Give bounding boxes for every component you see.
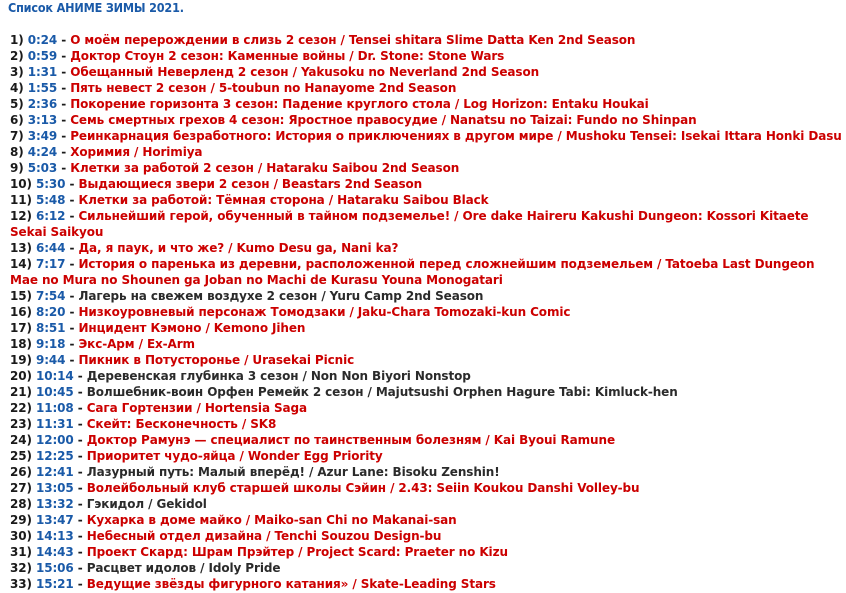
anime-title[interactable]: Доктор Стоун 2 сезон: Каменные войны / Dr. Stone: Stone Wars [70, 49, 505, 63]
separator: - [73, 481, 87, 495]
timestamp-link[interactable]: 3:13 [27, 113, 58, 127]
anime-title[interactable]: Реинкарнация безработного: История о приключениях в другом мире / Mushoku Tensei: Isekai Ittara Honki Dasu [70, 129, 842, 143]
anime-title[interactable]: Кухарка в доме майко / Maiko-san Chi no Makanai-san [86, 513, 457, 527]
list-item [10, 512, 844, 528]
timestamp-link[interactable]: 4:24 [27, 145, 58, 159]
anime-title: Лагерь на свежем воздухе 2 сезон / Yuru Camp 2nd Season [78, 289, 484, 303]
item-number: 9) [10, 161, 24, 175]
anime-title: Гэкидол / Gekidol [86, 497, 207, 511]
item-number: 2) [10, 49, 24, 63]
item-number: 7) [10, 129, 24, 143]
separator: - [73, 465, 87, 479]
anime-title[interactable]: Хоримия / Horimiya [70, 145, 203, 159]
timestamp-link[interactable]: 5:30 [35, 177, 66, 191]
item-number: 28) [10, 497, 32, 511]
separator: - [57, 65, 71, 79]
anime-title[interactable]: Клетки за работой 2 сезон / Hataraku Saibou 2nd Season [70, 161, 460, 175]
separator: - [57, 49, 71, 63]
anime-title[interactable]: Низкоуровневый персонаж Томодзаки / Jaku-Chara Tomozaki-kun Comic [78, 305, 571, 319]
list-item [10, 128, 844, 144]
timestamp-link[interactable]: 5:03 [27, 161, 58, 175]
item-number: 32) [10, 561, 32, 575]
list-item [10, 368, 844, 384]
anime-title[interactable]: Инцидент Кэмоно / Kemono Jihen [78, 321, 306, 335]
anime-title[interactable]: Покорение горизонта 3 сезон: Падение круглого стола / Log Horizon: Entaku Houkai [70, 97, 649, 111]
list-item [10, 400, 844, 416]
item-number: 30) [10, 529, 32, 543]
timestamp-link[interactable]: 7:54 [35, 289, 66, 303]
separator: - [73, 561, 87, 575]
anime-title: Волшебник-воин Орфен Ремейк 2 сезон / Majutsushi Orphen Hagure Tabi: Kimluck-hen [86, 385, 678, 399]
item-number: 16) [10, 305, 32, 319]
separator: - [57, 97, 71, 111]
anime-title: Деревенская глубинка 3 сезон / Non Non Biyori Nonstop [86, 369, 471, 383]
item-number: 4) [10, 81, 24, 95]
separator: - [57, 113, 71, 127]
list-item [10, 448, 844, 464]
anime-title[interactable]: Экс-Арм / Ex-Arm [78, 337, 195, 351]
item-number: 6) [10, 113, 24, 127]
separator: - [73, 433, 87, 447]
anime-title[interactable]: Проект Скард: Шрам Прэйтер / Project Scard: Praeter no Kizu [86, 545, 508, 559]
list-item [10, 560, 844, 576]
item-number: 31) [10, 545, 32, 559]
separator: - [65, 305, 79, 319]
timestamp-link[interactable]: 15:06 [35, 561, 74, 575]
anime-title[interactable]: Волейбольный клуб старшей школы Сэйин / 2.43: Seiin Koukou Danshi Volley-bu [86, 481, 640, 495]
timestamp-link[interactable]: 14:43 [35, 545, 74, 559]
list-item [10, 384, 844, 400]
item-number: 12) [10, 209, 32, 223]
list-item [10, 416, 844, 432]
anime-title[interactable]: Выдающиеся звери 2 сезон / Beastars 2nd Season [78, 177, 423, 191]
item-number: 22) [10, 401, 32, 415]
list-item [10, 352, 844, 368]
separator: - [65, 321, 79, 335]
item-number: 25) [10, 449, 32, 463]
anime-title[interactable]: Ведущие звёзды фигурного катания» / Skate-Leading Stars [86, 577, 496, 591]
item-number: 10) [10, 177, 32, 191]
item-number: 14) [10, 257, 32, 271]
list-item [10, 480, 844, 496]
timestamp-link[interactable]: 1:55 [27, 81, 58, 95]
item-number: 26) [10, 465, 32, 479]
separator: - [73, 545, 87, 559]
timestamp-link[interactable]: 12:41 [35, 465, 74, 479]
item-number: 15) [10, 289, 32, 303]
timestamp-link[interactable]: 11:08 [35, 401, 74, 415]
timestamp-link[interactable]: 6:12 [35, 209, 66, 223]
list-item [10, 464, 844, 480]
timestamp-link[interactable]: 13:32 [35, 497, 74, 511]
list-item [10, 64, 844, 80]
timestamp-link[interactable]: 5:48 [35, 193, 66, 207]
anime-title[interactable]: Обещанный Неверленд 2 сезон / Yakusoku no Neverland 2nd Season [70, 65, 540, 79]
item-number: 17) [10, 321, 32, 335]
timestamp-link[interactable]: 0:24 [27, 33, 58, 47]
separator: - [65, 241, 79, 255]
list-item [10, 80, 844, 96]
separator: - [73, 449, 87, 463]
item-number: 23) [10, 417, 32, 431]
timestamp-link[interactable]: 9:18 [35, 337, 66, 351]
list-item [10, 528, 844, 544]
list-item [10, 208, 844, 240]
timestamp-link[interactable]: 11:31 [35, 417, 74, 431]
anime-title[interactable]: Приоритет чудо-яйца / Wonder Egg Priority [86, 449, 383, 463]
timestamp-link[interactable]: 13:05 [35, 481, 74, 495]
anime-title[interactable]: Сага Гортензии / Hortensia Saga [86, 401, 308, 415]
timestamp-link[interactable]: 14:13 [35, 529, 74, 543]
separator: - [65, 193, 79, 207]
timestamp-link[interactable]: 1:31 [27, 65, 58, 79]
separator: - [73, 417, 87, 431]
anime-title[interactable]: Пять невест 2 сезон / 5-toubun no Hanayome 2nd Season [70, 81, 457, 95]
item-number: 29) [10, 513, 32, 527]
timestamp-link[interactable]: 6:44 [35, 241, 66, 255]
anime-list [10, 32, 844, 592]
list-item [10, 304, 844, 320]
item-number: 1) [10, 33, 24, 47]
timestamp-link[interactable]: 2:36 [27, 97, 58, 111]
separator: - [65, 177, 79, 191]
separator: - [57, 161, 71, 175]
item-number: 19) [10, 353, 32, 367]
separator: - [65, 209, 79, 223]
separator: - [57, 33, 71, 47]
list-item [10, 48, 844, 64]
separator: - [73, 401, 87, 415]
separator: - [73, 577, 87, 591]
item-number: 27) [10, 481, 32, 495]
anime-title[interactable]: Да, я паук, и что же? / Kumo Desu ga, Nani ka? [78, 241, 399, 255]
list-item [10, 576, 844, 592]
item-number: 20) [10, 369, 32, 383]
item-number: 18) [10, 337, 32, 351]
list-item [10, 496, 844, 512]
timestamp-link[interactable]: 10:14 [35, 369, 74, 383]
item-number: 33) [10, 577, 32, 591]
item-number: 11) [10, 193, 32, 207]
separator: - [57, 129, 71, 143]
separator: - [73, 369, 87, 383]
anime-title[interactable]: Сильнейший герой, обученный в тайном подземелье! / Ore dake Haireru Kakushi Dungeon: Kossori Kitaete Sekai Saikyou [10, 209, 809, 239]
timestamp-link[interactable]: 10:45 [35, 385, 74, 399]
timestamp-link[interactable]: 13:47 [35, 513, 74, 527]
timestamp-link[interactable]: 8:20 [35, 305, 66, 319]
page-title: Список АНИМЕ ЗИМЫ 2021. [8, 0, 184, 15]
timestamp-link[interactable]: 15:21 [35, 577, 74, 591]
separator: - [65, 353, 79, 367]
anime-title[interactable]: Доктор Рамунэ — специалист по таинственным болезням / Kai Byoui Ramune [86, 433, 615, 447]
separator: - [73, 529, 87, 543]
anime-title[interactable]: Небесный отдел дизайна / Tenchi Souzou Design-bu [86, 529, 442, 543]
separator: - [65, 337, 79, 351]
anime-title[interactable]: Скейт: Бесконечность / SK8 [86, 417, 277, 431]
timestamp-link[interactable]: 3:49 [27, 129, 58, 143]
item-number: 24) [10, 433, 32, 447]
anime-title[interactable]: О моём перерождении в слизь 2 сезон / Tensei shitara Slime Datta Ken 2nd Season [70, 33, 636, 47]
timestamp-link[interactable]: 12:00 [35, 433, 74, 447]
list-item [10, 192, 844, 208]
anime-title: Расцвет идолов / Idoly Pride [86, 561, 281, 575]
separator: - [57, 145, 71, 159]
separator: - [73, 497, 87, 511]
list-item [10, 176, 844, 192]
anime-title[interactable]: Семь смертных грехов 4 сезон: Яростное правосудие / Nanatsu no Taizai: Fundo no Shinpan [70, 113, 697, 127]
item-number: 8) [10, 145, 24, 159]
list-item [10, 256, 844, 288]
item-number: 5) [10, 97, 24, 111]
timestamp-link[interactable]: 7:17 [35, 257, 66, 271]
separator: - [57, 81, 71, 95]
separator: - [73, 513, 87, 527]
list-item [10, 32, 844, 48]
item-number: 21) [10, 385, 32, 399]
item-number: 13) [10, 241, 32, 255]
timestamp-link[interactable]: 0:59 [27, 49, 58, 63]
list-item [10, 336, 844, 352]
separator: - [73, 385, 87, 399]
separator: - [65, 289, 79, 303]
list-item [10, 96, 844, 112]
timestamp-link[interactable]: 8:51 [35, 321, 66, 335]
list-item [10, 320, 844, 336]
anime-title[interactable]: Пикник в Потусторонье / Urasekai Picnic [78, 353, 355, 367]
anime-title[interactable]: История о паренька из деревни, расположенной перед сложнейшим подземельем / Tatoeba Last Dungeon Mae no Mura no Shounen ga Joban no Machi de Kurasu Youna Monogatari [10, 257, 815, 287]
list-item [10, 144, 844, 160]
list-item [10, 240, 844, 256]
list-item [10, 112, 844, 128]
list-item [10, 544, 844, 560]
timestamp-link[interactable]: 9:44 [35, 353, 66, 367]
anime-title: Лазурный путь: Малый вперёд! / Azur Lane: Bisoku Zenshin! [86, 465, 500, 479]
list-item [10, 160, 844, 176]
list-item [10, 288, 844, 304]
anime-title[interactable]: Клетки за работой: Тёмная сторона / Hataraku Saibou Black [78, 193, 489, 207]
separator: - [65, 257, 79, 271]
item-number: 3) [10, 65, 24, 79]
list-item [10, 432, 844, 448]
timestamp-link[interactable]: 12:25 [35, 449, 74, 463]
